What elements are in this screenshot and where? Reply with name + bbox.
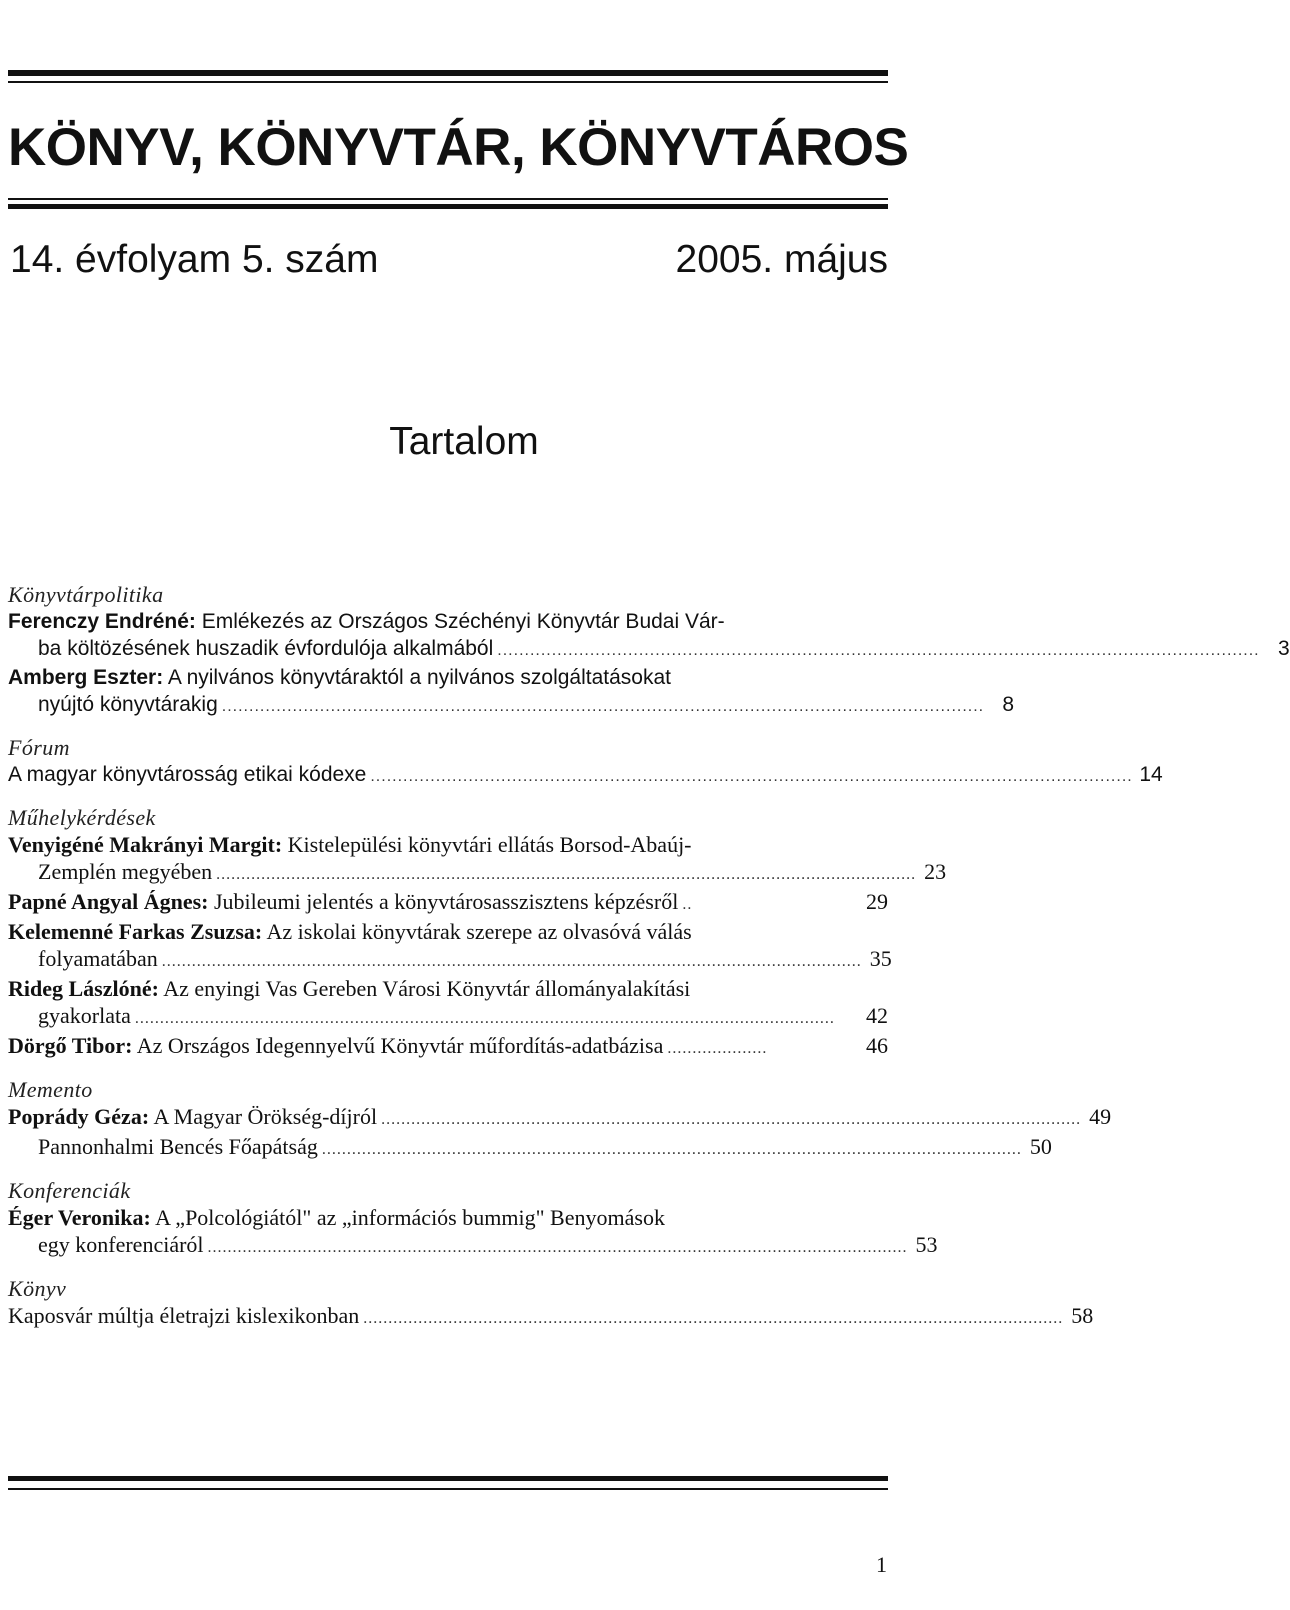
entry-title-line1: Emlékezés az Országos Széchényi Könyvtár Budai Vár- [201, 610, 725, 633]
title-rule-thin [8, 198, 888, 200]
toc-entry [8, 888, 888, 918]
top-rule-thick [8, 70, 888, 76]
toc-entry [8, 975, 888, 1032]
entry-lead [8, 888, 888, 918]
toc-entry [8, 761, 1163, 790]
contents-heading [0, 418, 888, 466]
entry-page: 8 [1002, 693, 1015, 716]
entry-line [8, 918, 888, 945]
entry-lead [8, 1103, 1112, 1133]
entry-author: Papné Angyal Ágnes: [8, 889, 209, 914]
toc-entry [8, 831, 947, 888]
toc-entry [8, 664, 1015, 720]
title-rule-thick [8, 204, 888, 209]
entry-page: 50 [1029, 1134, 1052, 1159]
volume-issue: 14. évfolyam 5. szám [10, 238, 379, 281]
entry-page: 58 [1071, 1303, 1094, 1328]
entry-title-line2: egy konferenciáról [38, 1232, 204, 1257]
entry-page: 23 [924, 859, 947, 884]
section-heading: Műhelykérdések [8, 805, 156, 830]
page-number: 1 [876, 1552, 887, 1577]
entry-title: Pannonhalmi Bencés Főapátság [38, 1134, 318, 1159]
entry-lead [8, 1032, 888, 1062]
entry-author: Amberg Eszter: [8, 666, 164, 689]
dot-leader: ............................................................................................................................................ [363, 1310, 1064, 1327]
toc-entry [8, 1032, 888, 1062]
toc-entry [8, 608, 1290, 664]
toc-entry [8, 918, 892, 975]
issue-line [10, 236, 888, 284]
entry-line [8, 831, 888, 858]
section-heading: Fórum [8, 735, 70, 760]
dot-leader: ............................................................................................................................................ [161, 953, 862, 970]
journal-title: KÖNYV, KÖNYVTÁR, KÖNYVTÁROS [8, 118, 909, 177]
dot-leader: ............................................................................................................................................ [134, 1010, 835, 1027]
entry-title: Az Országos Idegennyelvű Könyvtár műfordítás-adatbázisa [136, 1033, 664, 1058]
table-of-contents [8, 581, 1290, 1332]
entry-title-line1: Az enyingi Vas Gereben Városi Könyvtár állományalakítási [163, 976, 691, 1001]
entry-page: 14 [1139, 763, 1163, 786]
entry-lead [8, 761, 1163, 790]
entry-page: 3 [1277, 637, 1290, 660]
entry-lead [8, 1133, 1052, 1163]
dot-leader: ............................................................................................................................................ [216, 866, 917, 883]
toc-entry [8, 1103, 1112, 1133]
entry-title: A magyar könyvtárosság etikai kódexe [8, 763, 367, 786]
dot-leader: ............................................................................................................................................ [207, 1239, 908, 1256]
entry-lead [8, 858, 947, 888]
entry-line [8, 888, 678, 915]
entry-lead [8, 1302, 1094, 1332]
contents-heading-text: Tartalom [389, 420, 539, 463]
entry-title-line2: Zemplén megyében [38, 859, 213, 884]
entry-title: Kaposvár múltja életrajzi kislexikonban [8, 1303, 360, 1328]
entry-line [8, 1103, 377, 1130]
entry-author: Kelemenné Farkas Zsuzsa: [8, 919, 263, 944]
entry-line [8, 1032, 663, 1059]
entry-title: A Magyar Örökség-díjról [153, 1104, 378, 1129]
entry-title-line1: A nyilvános könyvtáraktól a nyilvános szolgáltatásokat [167, 666, 671, 689]
entry-author: Dörgő Tibor: [8, 1033, 133, 1058]
dot-leader: ............................................................................................................................................ [497, 642, 1260, 659]
entry-title-line2: folyamatában [38, 946, 158, 971]
entry-title-line1: Kistelepülési könyvtári ellátás Borsod-Abaúj- [287, 832, 692, 857]
entry-page: 42 [866, 1003, 888, 1028]
entry-author: Poprády Géza: [8, 1104, 150, 1129]
toc-entry [8, 1302, 1094, 1332]
dot-leader: ............................................................................................................................................ [321, 1141, 1022, 1158]
entry-title-line1: Az iskolai könyvtárak szerepe az olvasóvá válás [266, 919, 692, 944]
section-heading: Memento [8, 1077, 93, 1102]
entry-title-line2: nyújtó könyvtárakig [38, 693, 218, 716]
issue-date: 2005. május [675, 238, 888, 281]
entry-line [8, 1204, 888, 1231]
entry-page: 49 [1089, 1104, 1112, 1129]
entry-lead [8, 945, 892, 975]
top-rule-thin [8, 81, 888, 83]
section-heading: Könyv [8, 1276, 67, 1301]
dot-leader: ............................................................................................................................................ [381, 1111, 1082, 1128]
entry-lead [8, 691, 1015, 720]
dot-leader: .. [682, 896, 693, 913]
section-heading: Könyvtárpolitika [8, 582, 164, 607]
entry-author: Venyigéné Makrányi Margit: [8, 832, 283, 857]
entry-lead [8, 635, 1290, 664]
entry-lead [8, 1002, 888, 1032]
entry-page: 29 [866, 889, 888, 914]
bottom-rule-thick [8, 1476, 888, 1481]
entry-lead [8, 1231, 938, 1261]
entry-title-line1: A „Polcológiától" az „információs bummig" Benyomások [155, 1205, 665, 1230]
entry-title-line2: gyakorlata [38, 1003, 131, 1028]
entry-page: 46 [866, 1033, 888, 1058]
bottom-rule-thin [8, 1488, 888, 1490]
entry-page: 53 [915, 1232, 938, 1257]
toc-entry [8, 1133, 1052, 1163]
entry-author: Rideg Lászlóné: [8, 976, 159, 1001]
entry-line [8, 608, 888, 635]
entry-title: Jubileumi jelentés a könyvtárosasszisztens képzésről [213, 889, 679, 914]
dot-leader: ............................................................................................................................................ [370, 768, 1133, 785]
toc-entry [8, 1204, 938, 1261]
entry-author: Ferenczy Endréné: [8, 610, 196, 633]
section-heading: Konferenciák [8, 1178, 131, 1203]
entry-title-line2: ba költözésének huszadik évfordulója alkalmából [38, 637, 494, 660]
entry-line [8, 975, 888, 1002]
dot-leader: ............................................................................................................................................ [221, 698, 985, 715]
entry-author: Éger Veronika: [8, 1205, 151, 1230]
dot-leader: .................... [667, 1040, 768, 1057]
entry-page: 35 [869, 946, 892, 971]
entry-line [8, 664, 888, 691]
